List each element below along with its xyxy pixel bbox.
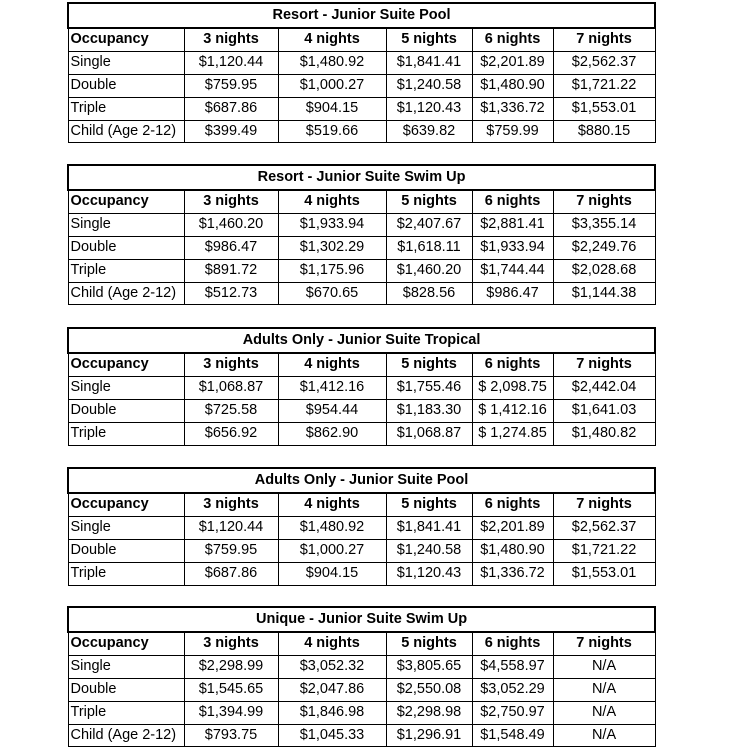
header-cell: 5 nights xyxy=(386,632,472,655)
price-cell: $2,201.89 xyxy=(472,51,553,74)
price-cell: $891.72 xyxy=(184,259,278,282)
table-row xyxy=(68,562,655,585)
header-cell: Occupancy xyxy=(68,190,184,213)
price-cell: $1,296.91 xyxy=(386,724,472,747)
table-title: Adults Only - Junior Suite Tropical xyxy=(68,328,655,353)
header-row xyxy=(68,353,655,376)
header-cell: 6 nights xyxy=(472,632,553,655)
price-cell: $1,933.94 xyxy=(278,213,386,236)
rate-table-adults-only-junior-suite-tropical xyxy=(67,327,656,446)
price-cell: $ 2,098.75 xyxy=(472,376,553,399)
header-cell: 7 nights xyxy=(553,190,655,213)
table-row xyxy=(68,236,655,259)
price-cell: $1,721.22 xyxy=(553,539,655,562)
header-cell: 3 nights xyxy=(184,190,278,213)
price-cell: $1,480.82 xyxy=(553,422,655,445)
header-row xyxy=(68,190,655,213)
price-cell: $954.44 xyxy=(278,399,386,422)
occupancy-label: Child (Age 2-12) xyxy=(68,282,184,305)
header-cell: 7 nights xyxy=(553,28,655,51)
price-cell: $1,336.72 xyxy=(472,562,553,585)
table-row xyxy=(68,376,655,399)
price-cell: $2,562.37 xyxy=(553,51,655,74)
price-cell: $670.65 xyxy=(278,282,386,305)
header-cell: 6 nights xyxy=(472,28,553,51)
price-cell: $3,805.65 xyxy=(386,655,472,678)
table-row xyxy=(68,655,655,678)
table-row xyxy=(68,422,655,445)
price-cell: $880.15 xyxy=(553,120,655,143)
table-title: Resort - Junior Suite Pool xyxy=(68,3,655,28)
table-row xyxy=(68,120,655,143)
header-cell: 3 nights xyxy=(184,28,278,51)
occupancy-label: Double xyxy=(68,539,184,562)
price-cell: $1,120.44 xyxy=(184,51,278,74)
table-row xyxy=(68,74,655,97)
price-cell: $2,562.37 xyxy=(553,516,655,539)
price-cell: $687.86 xyxy=(184,562,278,585)
header-cell: 6 nights xyxy=(472,493,553,516)
price-cell: $1,068.87 xyxy=(184,376,278,399)
header-cell: 7 nights xyxy=(553,353,655,376)
table-row xyxy=(68,539,655,562)
occupancy-label: Double xyxy=(68,74,184,97)
price-cell: $1,144.38 xyxy=(553,282,655,305)
price-cell: $2,249.76 xyxy=(553,236,655,259)
price-cell: $793.75 xyxy=(184,724,278,747)
price-cell: $4,558.97 xyxy=(472,655,553,678)
price-cell: $1,460.20 xyxy=(184,213,278,236)
price-cell: $904.15 xyxy=(278,97,386,120)
price-cell: $759.95 xyxy=(184,539,278,562)
price-cell: $1,548.49 xyxy=(472,724,553,747)
header-cell: 7 nights xyxy=(553,493,655,516)
table-row xyxy=(68,51,655,74)
rate-table-unique-junior-suite-swim-up xyxy=(67,606,656,747)
price-cell: $656.92 xyxy=(184,422,278,445)
price-cell: $1,480.92 xyxy=(278,516,386,539)
price-cell: $2,750.97 xyxy=(472,701,553,724)
price-cell: $3,052.29 xyxy=(472,678,553,701)
price-cell: $687.86 xyxy=(184,97,278,120)
occupancy-label: Single xyxy=(68,213,184,236)
header-cell: Occupancy xyxy=(68,632,184,655)
price-cell: $1,744.44 xyxy=(472,259,553,282)
occupancy-label: Double xyxy=(68,678,184,701)
price-cell: $1,480.92 xyxy=(278,51,386,74)
table-row xyxy=(68,678,655,701)
header-cell: Occupancy xyxy=(68,353,184,376)
price-cell: $1,336.72 xyxy=(472,97,553,120)
price-cell: $986.47 xyxy=(472,282,553,305)
price-cell: $2,298.98 xyxy=(386,701,472,724)
table-row xyxy=(68,282,655,305)
price-cell: $1,721.22 xyxy=(553,74,655,97)
rate-table-adults-only-junior-suite-pool xyxy=(67,467,656,586)
price-cell: $3,355.14 xyxy=(553,213,655,236)
price-cell: $2,047.86 xyxy=(278,678,386,701)
occupancy-label: Child (Age 2-12) xyxy=(68,724,184,747)
price-cell: $1,641.03 xyxy=(553,399,655,422)
price-cell: $2,298.99 xyxy=(184,655,278,678)
price-cell: N/A xyxy=(553,655,655,678)
price-cell: $639.82 xyxy=(386,120,472,143)
header-cell: 3 nights xyxy=(184,632,278,655)
price-cell: $1,175.96 xyxy=(278,259,386,282)
price-cell: $986.47 xyxy=(184,236,278,259)
price-cell: $1,460.20 xyxy=(386,259,472,282)
occupancy-label: Triple xyxy=(68,701,184,724)
price-cell: $1,240.58 xyxy=(386,74,472,97)
table-row xyxy=(68,724,655,747)
price-cell: $1,545.65 xyxy=(184,678,278,701)
header-cell: 3 nights xyxy=(184,493,278,516)
header-row xyxy=(68,632,655,655)
occupancy-label: Double xyxy=(68,399,184,422)
price-cell: $2,201.89 xyxy=(472,516,553,539)
price-cell: $2,028.68 xyxy=(553,259,655,282)
price-cell: $1,394.99 xyxy=(184,701,278,724)
price-cell: $862.90 xyxy=(278,422,386,445)
table-row xyxy=(68,516,655,539)
price-cell: $ 1,412.16 xyxy=(472,399,553,422)
occupancy-label: Triple xyxy=(68,259,184,282)
header-row xyxy=(68,493,655,516)
table-title: Unique - Junior Suite Swim Up xyxy=(68,607,655,632)
occupancy-label: Single xyxy=(68,655,184,678)
price-cell: $1,120.43 xyxy=(386,97,472,120)
price-cell: $2,442.04 xyxy=(553,376,655,399)
price-cell: $1,841.41 xyxy=(386,51,472,74)
table-row xyxy=(68,701,655,724)
occupancy-label: Triple xyxy=(68,562,184,585)
header-cell: 4 nights xyxy=(278,353,386,376)
price-cell: N/A xyxy=(553,724,655,747)
occupancy-label: Single xyxy=(68,376,184,399)
occupancy-label: Child (Age 2-12) xyxy=(68,120,184,143)
header-cell: 4 nights xyxy=(278,190,386,213)
table-row xyxy=(68,97,655,120)
price-cell: $904.15 xyxy=(278,562,386,585)
header-cell: 4 nights xyxy=(278,28,386,51)
price-cell: $512.73 xyxy=(184,282,278,305)
price-cell: $1,412.16 xyxy=(278,376,386,399)
price-cell: $1,480.90 xyxy=(472,74,553,97)
price-cell: $1,480.90 xyxy=(472,539,553,562)
header-cell: 4 nights xyxy=(278,493,386,516)
occupancy-label: Single xyxy=(68,51,184,74)
price-cell: $3,052.32 xyxy=(278,655,386,678)
price-cell: $1,068.87 xyxy=(386,422,472,445)
occupancy-label: Triple xyxy=(68,422,184,445)
price-cell: N/A xyxy=(553,678,655,701)
header-cell: 6 nights xyxy=(472,190,553,213)
price-cell: $1,846.98 xyxy=(278,701,386,724)
price-cell: $1,755.46 xyxy=(386,376,472,399)
rate-table-resort-junior-suite-pool xyxy=(67,2,656,143)
header-cell: 6 nights xyxy=(472,353,553,376)
header-cell: 4 nights xyxy=(278,632,386,655)
price-cell: $1,618.11 xyxy=(386,236,472,259)
header-cell: 5 nights xyxy=(386,493,472,516)
price-cell: $1,120.44 xyxy=(184,516,278,539)
header-cell: Occupancy xyxy=(68,28,184,51)
price-cell: $399.49 xyxy=(184,120,278,143)
price-cell: $1,553.01 xyxy=(553,97,655,120)
table-row xyxy=(68,213,655,236)
price-cell: $2,407.67 xyxy=(386,213,472,236)
price-cell: $759.95 xyxy=(184,74,278,97)
occupancy-label: Double xyxy=(68,236,184,259)
price-cell: $1,240.58 xyxy=(386,539,472,562)
table-row xyxy=(68,259,655,282)
header-cell: Occupancy xyxy=(68,493,184,516)
header-cell: 7 nights xyxy=(553,632,655,655)
table-title: Adults Only - Junior Suite Pool xyxy=(68,468,655,493)
header-cell: 5 nights xyxy=(386,28,472,51)
price-cell: $1,000.27 xyxy=(278,74,386,97)
rate-table-resort-junior-suite-swim-up xyxy=(67,164,656,305)
header-cell: 3 nights xyxy=(184,353,278,376)
price-cell: $2,881.41 xyxy=(472,213,553,236)
price-cell: $1,553.01 xyxy=(553,562,655,585)
table-title: Resort - Junior Suite Swim Up xyxy=(68,165,655,190)
price-cell: $1,120.43 xyxy=(386,562,472,585)
header-cell: 5 nights xyxy=(386,353,472,376)
price-cell: $828.56 xyxy=(386,282,472,305)
price-cell: $725.58 xyxy=(184,399,278,422)
header-row xyxy=(68,28,655,51)
price-cell: $1,183.30 xyxy=(386,399,472,422)
price-cell: $1,841.41 xyxy=(386,516,472,539)
occupancy-label: Triple xyxy=(68,97,184,120)
price-cell: $759.99 xyxy=(472,120,553,143)
price-cell: $1,045.33 xyxy=(278,724,386,747)
price-cell: $519.66 xyxy=(278,120,386,143)
price-cell: N/A xyxy=(553,701,655,724)
occupancy-label: Single xyxy=(68,516,184,539)
price-cell: $1,933.94 xyxy=(472,236,553,259)
table-row xyxy=(68,399,655,422)
price-cell: $1,000.27 xyxy=(278,539,386,562)
price-cell: $2,550.08 xyxy=(386,678,472,701)
price-cell: $ 1,274.85 xyxy=(472,422,553,445)
price-cell: $1,302.29 xyxy=(278,236,386,259)
header-cell: 5 nights xyxy=(386,190,472,213)
